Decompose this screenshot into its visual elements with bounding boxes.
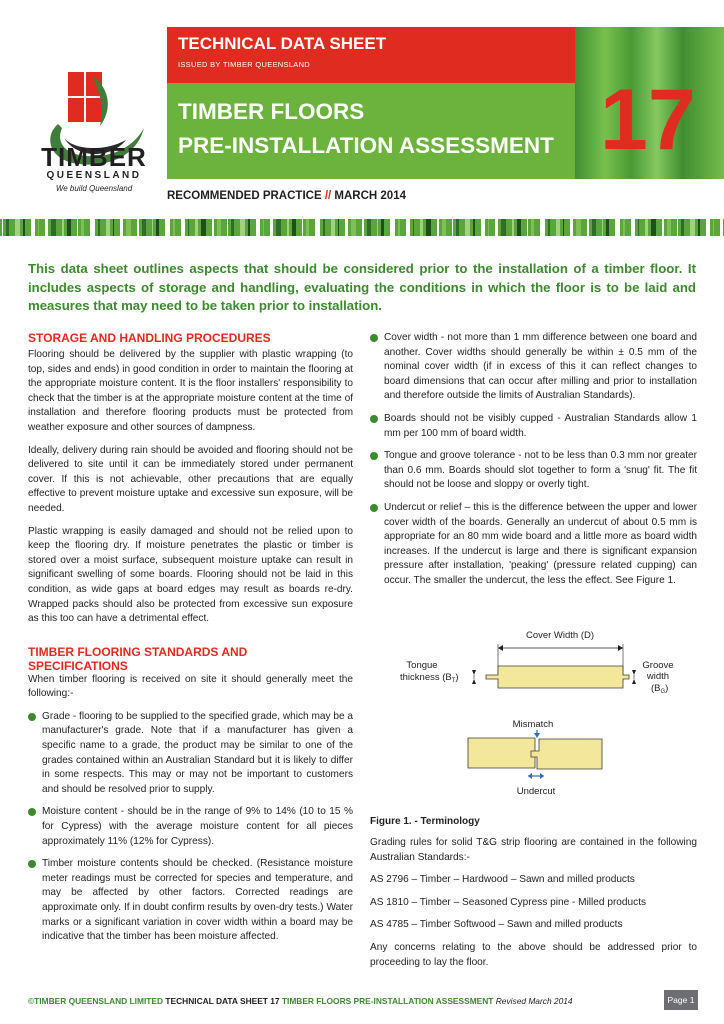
practice-label: RECOMMENDED PRACTICE (167, 190, 322, 202)
list-item: Boards should not be visibly cupped - Australian Standards allow 1 mm per 100 mm of board width. (370, 412, 697, 441)
concerns-paragraph: Any concerns relating to the above should be addressed prior to proceeding to lay the floor. (370, 941, 697, 968)
tongue-thickness-label-line1: Tongue (406, 660, 438, 671)
standards-heading (28, 645, 353, 673)
terminology-diagram (370, 626, 697, 818)
storage-heading: STORAGE AND HANDLING PROCEDURES (28, 331, 271, 345)
page-title-line2: PRE-INSTALLATION ASSESSMENT (178, 133, 554, 158)
left-board-section (468, 738, 540, 768)
issued-by: ISSUED BY TIMBER QUEENSLAND (178, 60, 311, 69)
standards-list (28, 710, 353, 945)
header-green-band (167, 83, 575, 179)
intro-paragraph: This data sheet outlines aspects that should be considered prior to the installation of a timber floor. It includes aspects of storage and handling, evaluating the conditions in which the floor is to be laid and measures that may need to be taken prior to installation. (28, 261, 696, 313)
storage-paragraph-1: Flooring should be delivered by the supplier with plastic wrapping (to top, sides and ends) in good condition in order to maintain the flooring at the appropriate moisture content. It is the floor installers' responsibility to check that the timber is at the appropriate moisture content at the time of installation and therefore flooring products must be protected from weather exposure and other sources of dampness. (28, 349, 353, 433)
tongue-thickness-label-line2 (400, 672, 459, 684)
logo-tagline: We build Queensland (55, 184, 133, 193)
practice-separator: // (324, 190, 332, 202)
left-column (28, 331, 353, 953)
tongue-label-subscript: T (451, 678, 456, 684)
groove-label-text: (B (651, 683, 661, 694)
practice-line (167, 190, 406, 202)
footer-revised: Revised March 2014 (495, 996, 573, 1006)
standards-intro: When timber flooring is received on site it should generally meet the following:- (28, 673, 353, 700)
footer-title: TIMBER FLOORS PRE-INSTALLATION ASSESSMENT (281, 996, 494, 1006)
tolerance-list (370, 331, 697, 589)
mismatch-label: Mismatch (512, 719, 554, 730)
groove-width-label-line2: width (646, 671, 670, 682)
groove-width-label-line3 (651, 683, 668, 695)
sheet-number: 17 (600, 72, 696, 168)
list-item: Moisture content - should be in the range of 9% to 14% (10 to 15 % for Cypress) with the average moisture content for all pieces approximately 11% (12% for Cypress). (28, 805, 353, 849)
storage-paragraph-3: Plastic wrapping is easily damaged and should not be relied upon to keep the flooring dry. If moisture penetrates the plastic or timber is stored over a moist surface, subsequent moisture uptake can result in significant swelling of some boards. Flooring should not be laid in this condition, as wide gaps at board edges may result as boards re-dry. Wrapped packs should also be protected from excessive sun exposure as this too can have a detrimental effect. (28, 525, 353, 625)
right-column (370, 331, 697, 597)
tongue-label-text: thickness (B (400, 672, 452, 683)
standard-item: AS 2796 – Timber – Hardwood – Sawn and milled products (370, 874, 635, 886)
footer-copyright: ©TIMBER QUEENSLAND LIMITED (28, 996, 164, 1006)
figure-caption: Figure 1. - Terminology (370, 816, 480, 827)
standard-item: AS 1810 – Timber – Seasoned Cypress pine - Milled products (370, 896, 647, 908)
logo-subtitle: QUEENSLAND (46, 170, 142, 181)
standards-heading-line2: SPECIFICATIONS (28, 658, 128, 673)
practice-date: MARCH 2014 (334, 190, 406, 202)
list-item: Timber moisture contents should be checked. (Resistance moisture meter readings must be corrected for species and temperature, and may be affected by other factors. Corrected readings are approximate only. If in doubt confirm results by oven-dry tests.) Water marks or a significant variation in cover width within a board may be indicative that the timber has been moisture affected. (28, 857, 353, 945)
grading-section (370, 836, 697, 978)
tongue-label-paren: ) (455, 672, 459, 683)
page-title-line1: TIMBER FLOORS (178, 99, 365, 124)
groove-width-label-line1: Groove (642, 660, 674, 671)
footer-sheet: TECHNICAL DATA SHEET 17 (165, 996, 280, 1006)
page-number: Page 1 (664, 990, 698, 1010)
list-item: Cover width - not more than 1 mm difference between one board and another. Cover widths should generally be within ± 0.5 mm of the nominal cover width (if in excess of this it can reflect changes to board dimensions that can occur after milling and prior to installation and therefore outside the limits of Australian Standards). (370, 331, 697, 404)
grading-intro: Grading rules for solid T&G strip flooring are contained in the following Australian Standards:- (370, 837, 697, 863)
right-board-section (531, 739, 602, 769)
groove-label-paren: ) (665, 683, 669, 694)
groove-label-subscript: G (660, 689, 666, 695)
logo-title: TIMBER (41, 142, 147, 172)
footer (28, 996, 573, 1006)
list-item: Undercut or relief – this is the difference between the upper and lower cover width of the boards. Generally an undercut of about 0.5 mm is appropriate for an 80 mm wide board and a little more as board width increases. If the undercut is large and there is significant expansion pressure after installation, 'peaking' (pressure related cupping) can occur. The smaller the undercut, the less the effect. See Figure 1. (370, 501, 697, 589)
storage-paragraph-2: Ideally, delivery during rain should be avoided and flooring should not be delivered to site until it can be immediately stored under permanent cover. If this is not achievable, other precautions that are equally effective to prevent moisture uptake and excessive sun exposure, will be needed. (28, 444, 353, 514)
list-item: Grade - flooring to be supplied to the specified grade, which may be a manufacturer's grade. Note that if a manufacturer has given a specific name to a grade, the product may be similar to one of the grades contained within an Australian Standard but it is likely to differ in some respects. This may or may not be important to customers and should be resolved prior to supply. (28, 710, 353, 798)
decorative-stripe-band (0, 219, 724, 236)
flooring-board-profile (486, 666, 629, 688)
sheet-type: TECHNICAL DATA SHEET (178, 34, 387, 53)
undercut-label: Undercut (516, 786, 556, 797)
standards-heading-line1: TIMBER FLOORING STANDARDS AND (28, 644, 248, 659)
cover-width-label: Cover Width (D) (525, 630, 595, 641)
list-item: Tongue and groove tolerance - not to be less than 0.3 mm nor greater than 0.6 mm. Boards should slot together to form a 'snug' fit. The fit should not be loose and sloppy or overly tight. (370, 449, 697, 493)
standard-item: AS 4785 – Timber Softwood – Sawn and milled products (370, 919, 623, 931)
